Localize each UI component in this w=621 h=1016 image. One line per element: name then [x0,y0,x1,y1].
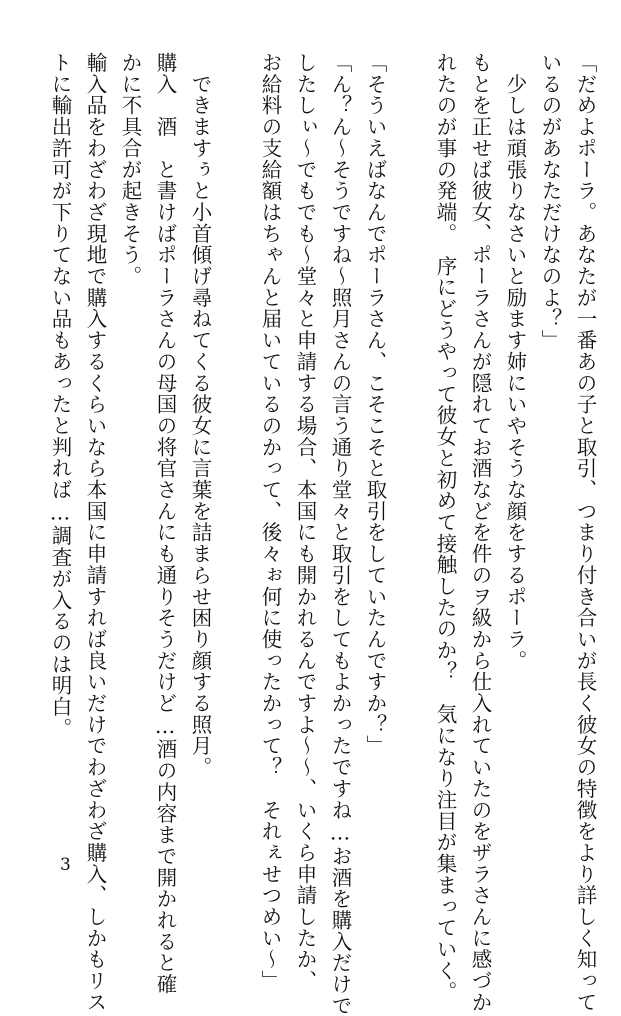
text-line-5: れたのが事の発端。 序にどうやって彼女と初めて接触したのか？ 気になり注目が集まっていく。 [433,52,457,1003]
text-line-4: もとを正せば彼女、ポーラさんが隠れてお酒などを件のヲ級から仕入れていたのをザラさんに感づか [468,52,492,1013]
text-line-1: 「だめよポーラ。あなたが一番あの子と取引、つまり付き合いが長く彼女の特徴をより詳しく知って [573,52,597,1013]
text-line-9: したしぃ～でもでも～堂々と申請する場合、本国にも開かれるんですよ～～、いくら申請したか、 [293,52,317,992]
text-line-8: 「ん？ん～そうですね～照月さんの言う通り堂々と取引をしてもよかったですね…お酒を購入だけで [328,52,352,1016]
page-number: 3 [60,855,71,875]
text-line-14: かに不具合が起きそう。 [118,52,142,287]
text-line-15: 輸入品をわざわざ現地で購入するくらいなら本国に申請すれば良いだけでわざわざ購入、しかもリス [83,52,107,1013]
text-line-16: トに輸出許可が下りてない品もあったと判れば…調査が入るのは明白。 [48,52,72,739]
text-line-10: お給料の支給額はちゃんと届いているのかって、後々ぉ何に使ったかって？ それぇせつめい～」 [258,52,282,992]
text-line-12: できますぅと小首傾げ尋ねてくる彼女に言葉を詰まらせ困り顔する照月。 [188,52,212,778]
text-line-7: 「そういえばなんでポーラさん、こそこそと取引をしていたんですか？」 [363,52,387,757]
text-line-13: 購入 酒 と書けばポーラさんの母国の将官さんにも通りそうだけど…酒の内容まで開かれると確 [153,52,177,995]
text-line-3: 少しは頑張りなさいと励ます姉にいやそうな顔をするポーラ。 [503,52,527,672]
text-line-2: いるのがあなただけなのよ？」 [538,52,562,351]
